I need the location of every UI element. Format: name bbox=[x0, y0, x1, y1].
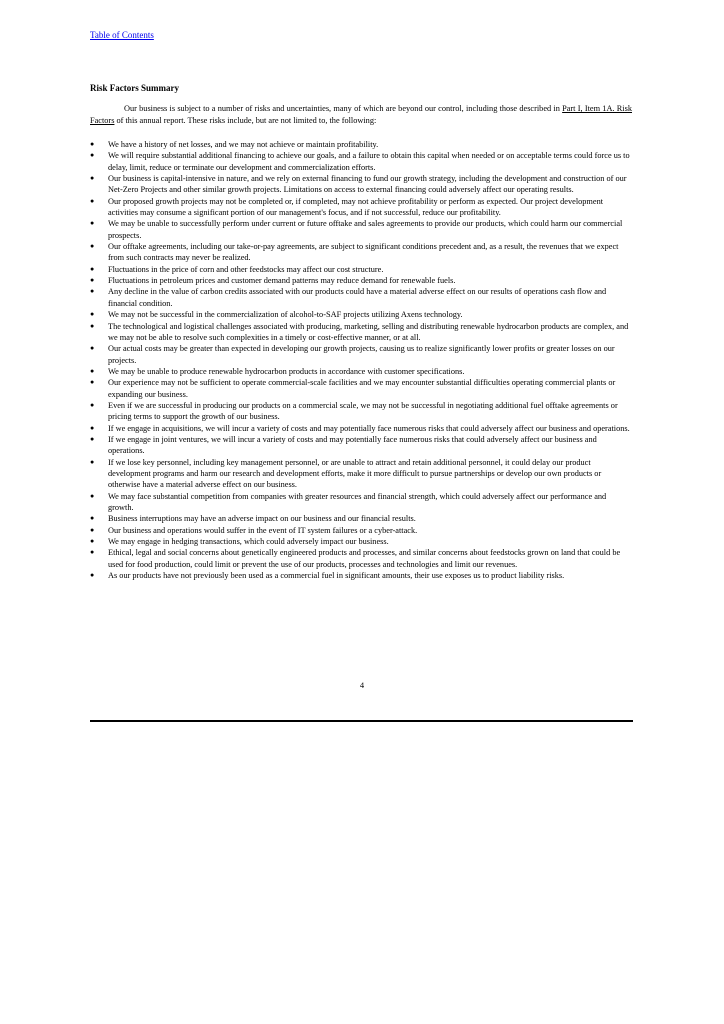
bullet-icon: ● bbox=[90, 321, 95, 330]
risk-text: If we engage in joint ventures, we will incur a variety of costs and may potentially face numerous risks that could adversely affect our business and operations. bbox=[108, 434, 597, 456]
bullet-icon: ● bbox=[90, 344, 95, 353]
risk-text: We will require substantial additional financing to achieve our goals, and a failure to obtain this capital when needed or on acceptable terms could force us to delay, limit, reduce or terminate our development and commercialization efforts. bbox=[108, 151, 630, 172]
bullet-icon: ● bbox=[90, 310, 95, 319]
risk-item bbox=[90, 139, 632, 150]
bullet-icon: ● bbox=[90, 140, 95, 148]
risk-text: We may be unable to produce renewable hydrocarbon products in accordance with customer specifications. bbox=[108, 366, 465, 376]
intro-text-after: of this annual report. These risks include, but are not limited to, the following: bbox=[114, 115, 377, 125]
risk-item bbox=[90, 309, 632, 320]
bullet-icon: ● bbox=[90, 151, 95, 160]
risk-item bbox=[90, 457, 632, 491]
risk-text: If we engage in acquisitions, we will incur a variety of costs and may potentially face numerous risks that could adversely affect our business and operations. bbox=[108, 423, 630, 433]
risk-text: Business interruptions may have an adverse impact on our business and our financial results. bbox=[108, 514, 416, 524]
risk-item bbox=[90, 547, 632, 570]
risk-item bbox=[90, 343, 632, 366]
risk-item bbox=[90, 423, 632, 434]
risk-item bbox=[90, 570, 632, 581]
risk-text: If we lose key personnel, including key management personnel, or are unable to attract and retain additional personnel, it could delay our product development programs and harm our research and development efforts, make it more difficult to pursue partnerships or develop our own products or otherwise have a material adverse effect on our business. bbox=[108, 457, 602, 490]
risk-text: Our offtake agreements, including our take-or-pay agreements, are subject to significant conditions precedent and, as a result, the revenues that we expect from such contracts may never be realized. bbox=[108, 242, 619, 263]
bullet-icon: ● bbox=[90, 219, 95, 228]
bullet-icon: ● bbox=[90, 423, 95, 432]
risk-item bbox=[90, 513, 632, 524]
section-title: Risk Factors Summary bbox=[90, 83, 179, 93]
intro-paragraph bbox=[90, 103, 632, 126]
bullet-icon: ● bbox=[90, 457, 95, 466]
risk-item bbox=[90, 377, 632, 400]
bullet-icon: ● bbox=[90, 174, 95, 183]
table-of-contents-link[interactable]: Table of Contents bbox=[90, 30, 154, 40]
risk-text: Our business and operations would suffer in the event of IT system failures or a cyber-attack. bbox=[108, 525, 418, 535]
bullet-icon: ● bbox=[90, 571, 95, 580]
bullet-icon: ● bbox=[90, 366, 95, 375]
risk-factors-link[interactable]: Part I, Item 1A. Risk Factors bbox=[90, 104, 632, 125]
intro-text-before: Our business is subject to a number of risks and uncertainties, many of which are beyond our control, including those described in bbox=[124, 104, 563, 113]
bullet-icon: ● bbox=[90, 287, 95, 296]
bullet-icon: ● bbox=[90, 548, 95, 557]
page-divider bbox=[90, 720, 633, 722]
bullet-icon: ● bbox=[90, 276, 95, 285]
risk-text: Our experience may not be sufficient to operate commercial-scale facilities and we may encounter substantial difficulties operating commercial plants or expanding our business. bbox=[108, 378, 616, 399]
risk-item bbox=[90, 173, 632, 196]
risk-text: Our proposed growth projects may not be completed or, if completed, may not achieve profitability or perform as expected. Our project development activities may consume a significant portion of our management's focus, and if not successful, reduce our profitability. bbox=[108, 196, 604, 218]
bullet-icon: ● bbox=[90, 264, 95, 273]
risk-text: We may engage in hedging transactions, which could adversely impact our business. bbox=[108, 537, 389, 547]
risk-item bbox=[90, 241, 632, 264]
risk-text: We have a history of net losses, and we may not achieve or maintain profitability. bbox=[108, 140, 379, 149]
risk-text: Our actual costs may be greater than expected in developing our growth projects, causing us to realize significantly lower profits or greater losses on our projects. bbox=[108, 344, 615, 365]
risk-text: Even if we are successful in producing our products on a commercial scale, we may not be successful in negotiating additional fuel offtake agreements or pricing terms to support the growth of our business. bbox=[108, 400, 618, 422]
risk-text: Ethical, legal and social concerns about genetically engineered products and processes, and similar concerns about feedstocks grown on land that could be used for food production, could limit or prevent the use of our products, processes and technologies and limit our revenues. bbox=[108, 548, 621, 569]
risk-text: The technological and logistical challenges associated with producing, marketing, selling and distributing renewable hydrocarbon products are complex, and we may not be able to resolve such complexities in a timely or cost-effective manner, or at all. bbox=[108, 321, 629, 342]
risk-item bbox=[90, 196, 632, 219]
bullet-icon: ● bbox=[90, 400, 95, 409]
risk-item bbox=[90, 536, 632, 547]
risk-item bbox=[90, 400, 632, 423]
risk-item bbox=[90, 264, 632, 275]
bullet-icon: ● bbox=[90, 514, 95, 523]
risk-text: Fluctuations in the price of corn and other feedstocks may affect our cost structure. bbox=[108, 264, 384, 274]
risk-item bbox=[90, 286, 632, 309]
risk-text: Any decline in the value of carbon credits associated with our products could have a material adverse effect on our results of operations cash flow and financial condition. bbox=[108, 287, 607, 308]
bullet-icon: ● bbox=[90, 434, 95, 443]
risk-item bbox=[90, 434, 632, 457]
risk-item bbox=[90, 366, 632, 377]
risk-text: We may not be successful in the commercialization of alcohol-to-SAF projects utilizing Axens technology. bbox=[108, 310, 463, 320]
risk-list bbox=[90, 139, 632, 581]
risk-item bbox=[90, 218, 632, 241]
page-number: 4 bbox=[359, 680, 365, 690]
risk-item bbox=[90, 525, 632, 536]
risk-text: Fluctuations in petroleum prices and customer demand patterns may reduce demand for renewable fuels. bbox=[108, 276, 456, 286]
bullet-icon: ● bbox=[90, 525, 95, 534]
risk-item bbox=[90, 150, 632, 173]
risk-text: Our business is capital-intensive in nature, and we rely on external financing to fund our growth strategy, including the development and construction of our Net-Zero Projects and other similar growth projects. Limitations on access to external financing could adversely affect our operating results. bbox=[108, 174, 627, 195]
bullet-icon: ● bbox=[90, 491, 95, 500]
risk-item bbox=[90, 275, 632, 286]
risk-item bbox=[90, 491, 632, 514]
risk-text: As our products have not previously been used as a commercial fuel in significant amounts, their use exposes us to product liability risks. bbox=[108, 571, 565, 581]
bullet-icon: ● bbox=[90, 196, 95, 205]
bullet-icon: ● bbox=[90, 242, 95, 251]
risk-text: We may be unable to successfully perform under current or future offtake and sales agreements to provide our products, which could harm our commercial prospects. bbox=[108, 219, 623, 240]
risk-text: We may face substantial competition from companies with greater resources and financial strength, which could adversely affect our performance and growth. bbox=[108, 491, 607, 512]
bullet-icon: ● bbox=[90, 378, 95, 387]
bullet-icon: ● bbox=[90, 537, 95, 546]
risk-item bbox=[90, 321, 632, 344]
